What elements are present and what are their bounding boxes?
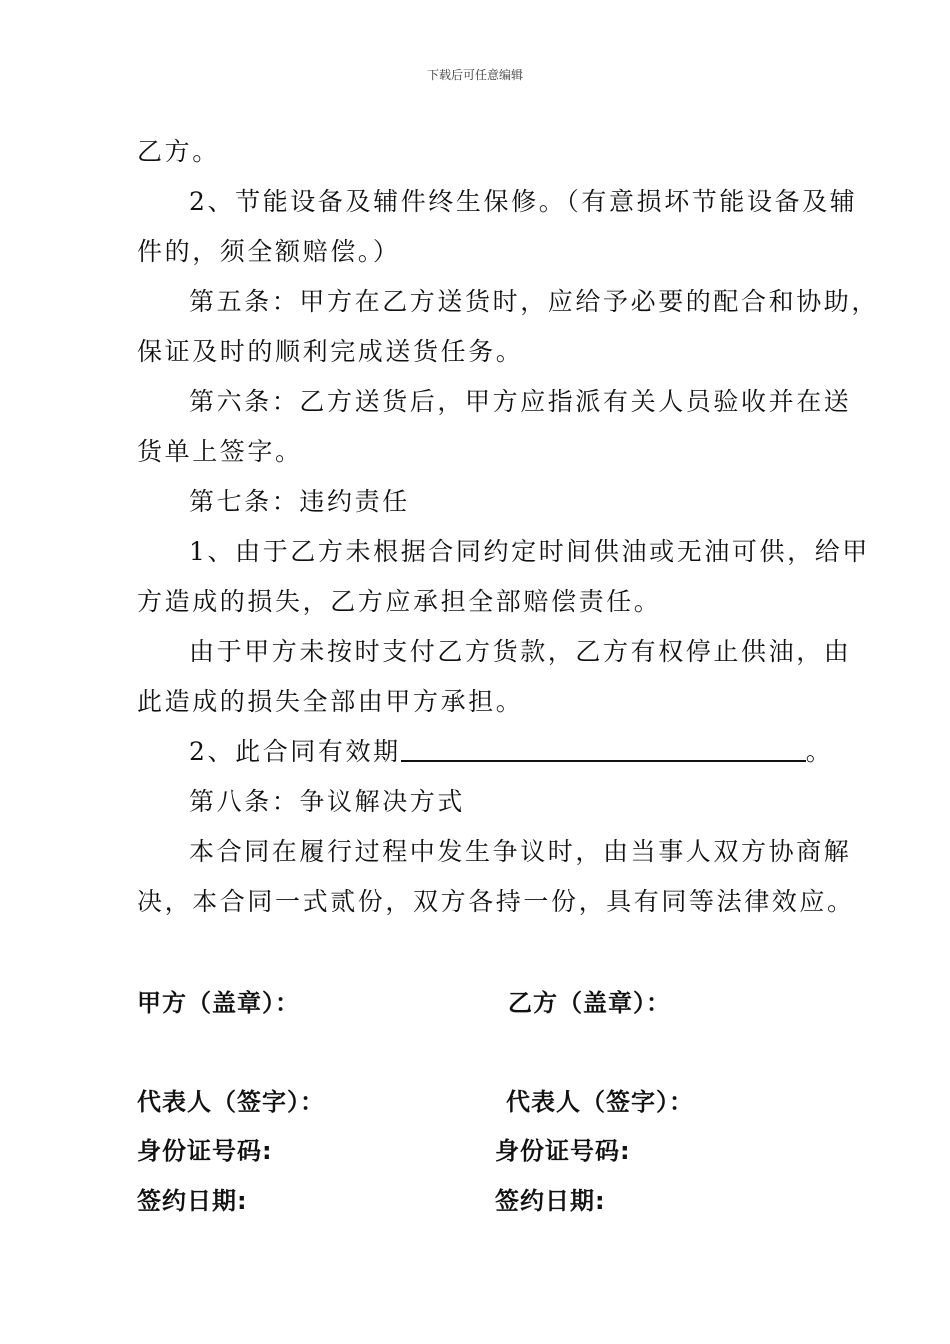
validity-blank-line[interactable] xyxy=(401,728,806,762)
party-b-seal-label: 乙方（盖章）： xyxy=(508,989,671,1017)
clause-7-item-1: 1、由于乙方未根据合同约定时间供油或无油可供，给甲 xyxy=(189,537,870,566)
clause-6: 第六条：乙方送货后，甲方应指派有关人员验收并在送 xyxy=(189,387,852,416)
clause-4-item-2: 2、节能设备及辅件终生保修。（有意损坏节能设备及辅 xyxy=(189,187,858,216)
party-b-rep-label: 代表人（签字）： xyxy=(506,1088,694,1116)
clause-8-para-cont: 决，本合同一式贰份，双方各持一份，具有同等法律效应。 xyxy=(137,887,855,916)
party-a-rep-label: 代表人（签字）： xyxy=(137,1088,325,1116)
clause-8-heading: 第八条：争议解决方式 xyxy=(189,787,466,816)
clause-7-para-cont: 此造成的损失全部由甲方承担。 xyxy=(137,687,524,716)
party-a-date-label: 签约日期: xyxy=(137,1187,248,1215)
clause-7-item-2 xyxy=(137,727,834,777)
party-b-date-label: 签约日期: xyxy=(495,1187,606,1215)
party-a-id-label: 身份证号码: xyxy=(137,1137,273,1165)
validity-label: 2、此合同有效期 xyxy=(189,737,401,766)
party-a-seal-label: 甲方（盖章）： xyxy=(137,989,300,1017)
party-b-id-label: 身份证号码: xyxy=(495,1137,631,1165)
clause-5: 第五条：甲方在乙方送货时，应给予必要的配合和协助， xyxy=(189,287,880,316)
clause-7-item-1-cont: 方造成的损失，乙方应承担全部赔偿责任。 xyxy=(137,587,662,616)
clause-4-item-2-cont: 件的，须全额赔偿。） xyxy=(137,237,401,266)
clause-5-cont: 保证及时的顺利完成送货任务。 xyxy=(137,337,524,366)
contract-body xyxy=(137,127,880,927)
clause-7-heading: 第七条：违约责任 xyxy=(189,487,410,516)
body-line-1: 乙方。 xyxy=(137,137,220,166)
page-header: 下载后可任意编辑 xyxy=(426,68,523,82)
clause-7-para: 由于甲方未按时支付乙方货款，乙方有权停止供油，由 xyxy=(189,637,852,666)
validity-suffix: 。 xyxy=(805,737,834,766)
clause-6-cont: 货单上签字。 xyxy=(137,437,303,466)
clause-8-para: 本合同在履行过程中发生争议时，由当事人双方协商解 xyxy=(189,837,852,866)
